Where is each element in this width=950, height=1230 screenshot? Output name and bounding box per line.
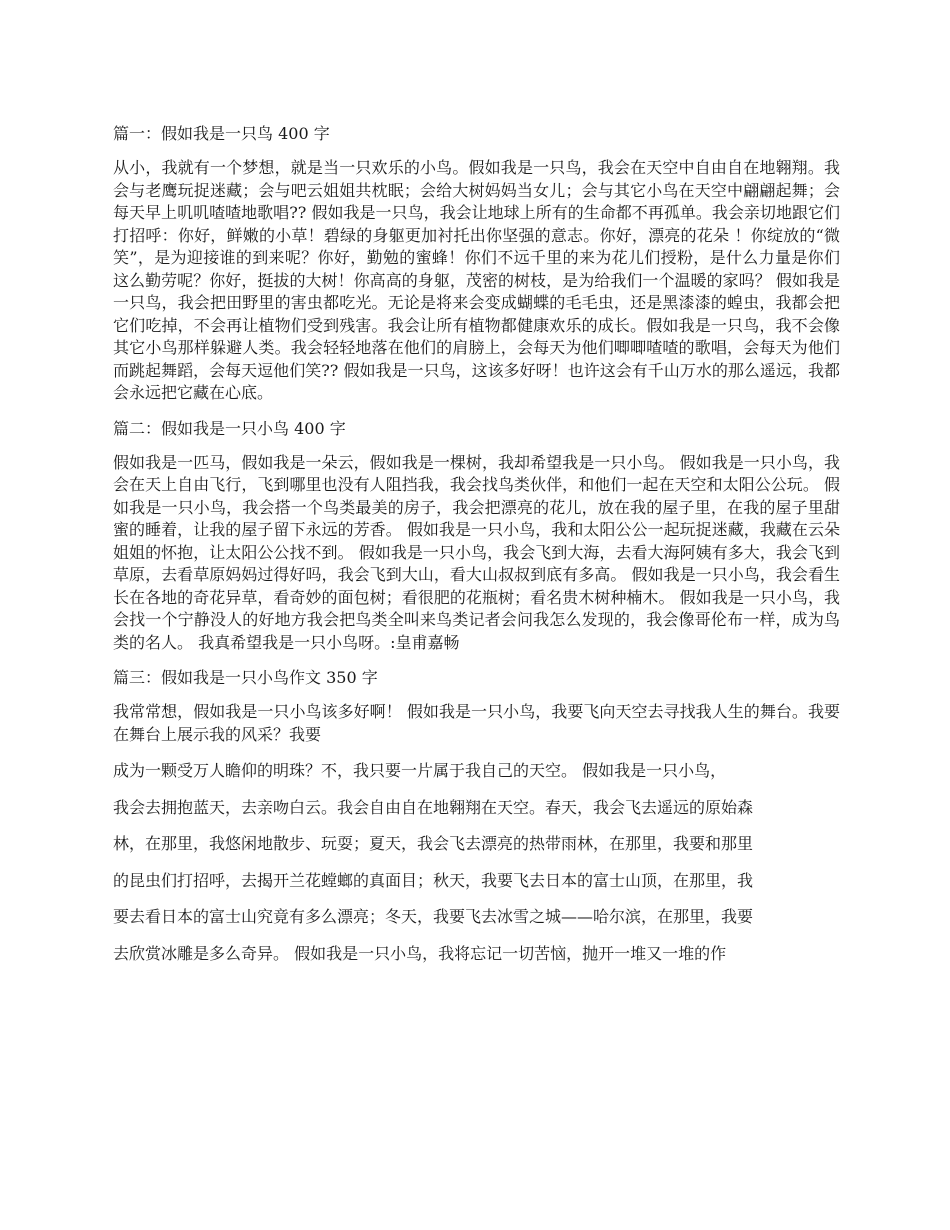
section-3 (113, 666, 840, 965)
paragraph: 要去看日本的富士山究竟有多么漂亮；冬天，我要飞去冰雪之城——哈尔滨，在那里，我要 (113, 907, 754, 926)
document-page (113, 122, 840, 979)
paragraph: 假如我是一匹马，假如我是一朵云，假如我是一棵树，我却希望我是一只小鸟。 假如我是一只小鸟，我会在天上自由飞行，飞到哪里也没有人阻挡我，我会找鸟类伙伴，和他们一起在天空和太阳公公玩。 假如我是一只小鸟，我会搭一个鸟类最美的房子，我会把漂亮的花儿，放在我的屋子里，在我的屋子里甜蜜的睡着，让我的屋子留下永远的芳香。 假如我是一只小鸟，我和太阳公公一起玩捉迷藏，我藏在云朵姐姐的怀抱，让太阳公公找不到。 假如我是一只小鸟，我会飞到大海，去看大海阿姨有多大，我会飞到草原，去看草原妈妈过得好吗，我会飞到大山，看大山叔叔到底有多高。 假如我是一只小鸟，我会看生长在各地的奇花异草，看奇妙的面包树；看很肥的花瓶树；看名贵木树种楠木。 假如我是一只小鸟，我会找一个宁静没人的好地方我会把鸟类全叫来鸟类记者会问我怎么发现的，我会像哥伦布一样，成为鸟类的名人。 我真希望我是一只小鸟呀。:皇甫嘉畅 (113, 452, 840, 652)
paragraph: 林，在那里，我悠闲地散步、玩耍；夏天，我会飞去漂亮的热带雨林，在那里，我要和那里 (113, 834, 754, 853)
paragraph: 我常常想，假如我是一只小鸟该多好啊！ 假如我是一只小鸟，我要飞向天空去寻找我人生的舞台。我要在舞台上展示我的风采？我要 (113, 702, 840, 744)
paragraph: 从小，我就有一个梦想，就是当一只欢乐的小鸟。假如我是一只鸟，我会在天空中自由自在地翱翔。我会与老鹰玩捉迷藏；会与吧云姐姐共枕眠；会给大树妈妈当女儿；会与其它小鸟在天空中翩翩起舞；会每天早上叽叽喳喳地歌唱?? 假如我是一只鸟，我会让地球上所有的生命都不再孤单。我会亲切地跟它们打招呼：你好，鲜嫩的小草！碧绿的身躯更加衬托出你坚强的意志。你好，漂亮的花朵 ！你绽放的“微笑”，是为迎接谁的到来呢？你好，勤勉的蜜蜂！你们不远千里的来为花儿们授粉，是什么力量是你们这么勤劳呢？你好，挺拔的大树！你高高的身躯，茂密的树枝，是为给我们一个温暖的家吗？ 假如我是一只鸟，我会把田野里的害虫都吃光。无论是将来会变成蝴蝶的毛毛虫，还是黑漆漆的蝗虫，我都会把它们吃掉，不会再让植物们受到残害。我会让所有植物都健康欢乐的成长。假如我是一只鸟，我不会像其它小鸟那样躲避人类。我会轻轻地落在他们的肩膀上，会每天为他们唧唧喳喳的歌唱，会每天为他们而跳起舞蹈，会每天逗他们笑?? 假如我是一只鸟，这该多好呀！也许这会有千山万水的那么遥远，我都会永远把它藏在心底。 (113, 158, 840, 402)
paragraph: 的昆虫们打招呼，去揭开兰花螳螂的真面目；秋天，我要飞去日本的富士山顶，在那里，我 (113, 870, 754, 890)
section-1 (113, 122, 840, 405)
section-heading: 篇二：假如我是一只小鸟 400 字 (113, 418, 346, 438)
paragraph: 去欣赏冰雕是多么奇异。 假如我是一只小鸟，我将忘记一切苦恼，抛开一堆又一堆的作 (113, 943, 727, 963)
section-heading: 篇一：假如我是一只鸟 400 字 (113, 124, 330, 143)
section-heading: 篇三：假如我是一只小鸟作文 350 字 (113, 668, 378, 687)
paragraph: 我会去拥抱蓝天，去亲吻白云。我会自由自在地翱翔在天空。春天，我会飞去遥远的原始森 (113, 797, 754, 817)
section-2 (113, 417, 840, 655)
paragraph: 成为一颗受万人瞻仰的明珠？不，我只要一片属于我自己的天空。 假如我是一只小鸟， (113, 761, 727, 780)
